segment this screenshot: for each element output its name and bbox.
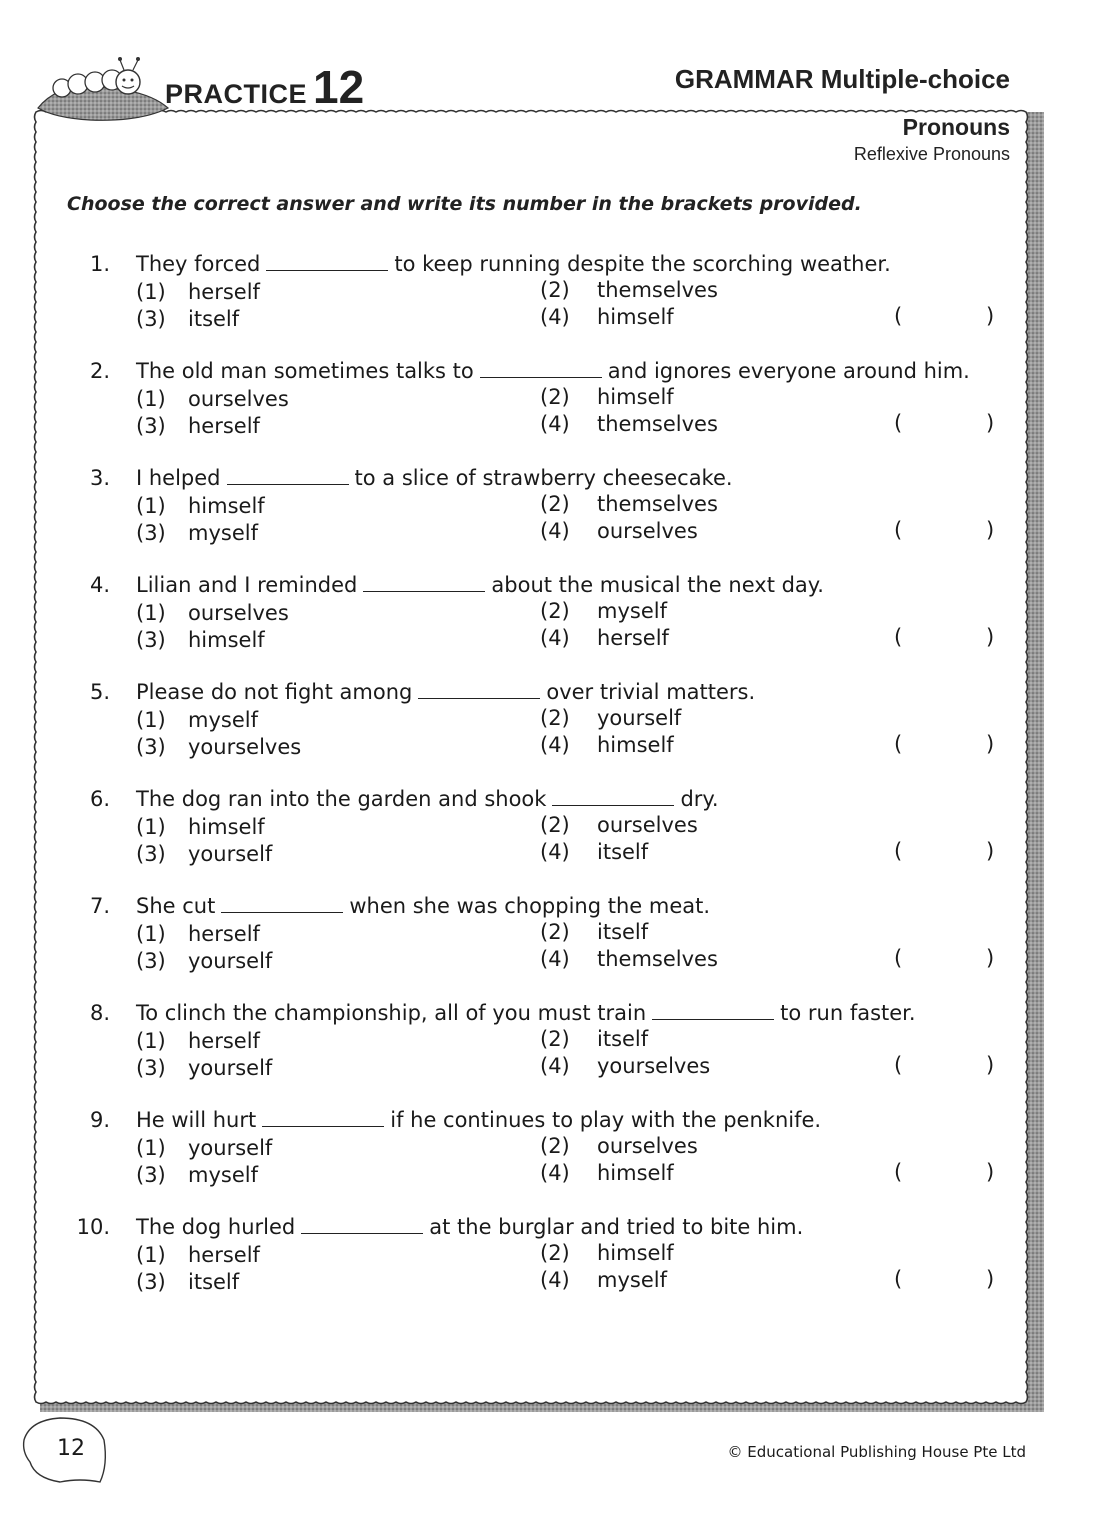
option-text: herself xyxy=(188,922,260,946)
question-item xyxy=(0,252,1104,352)
option-3 xyxy=(136,521,258,545)
option-4 xyxy=(540,412,718,436)
option-number: (1) xyxy=(136,922,166,946)
option-number: (4) xyxy=(540,733,570,757)
option-number: (3) xyxy=(136,1163,166,1187)
answer-bracket-open[interactable]: ( xyxy=(894,732,903,756)
question-stem xyxy=(136,680,755,704)
option-3 xyxy=(136,842,272,866)
option-text: itself xyxy=(597,1027,649,1051)
option-4 xyxy=(540,519,698,543)
option-text: yourself xyxy=(597,706,682,730)
answer-bracket-open[interactable]: ( xyxy=(894,625,903,649)
question-stem xyxy=(136,1215,803,1239)
option-2 xyxy=(540,492,718,516)
option-number: (1) xyxy=(136,708,166,732)
practice-label: PRACTICE xyxy=(165,79,308,109)
answer-blank xyxy=(552,787,674,806)
answer-blank xyxy=(227,466,349,485)
answer-bracket-open[interactable]: ( xyxy=(894,1160,903,1184)
answer-bracket-close[interactable]: ) xyxy=(986,304,995,328)
option-3 xyxy=(136,414,260,438)
caterpillar-icon xyxy=(38,57,168,120)
option-number: (4) xyxy=(540,412,570,436)
stem-before: The dog ran into the garden and shook xyxy=(136,787,547,811)
practice-number: 12 xyxy=(313,61,365,113)
option-1 xyxy=(136,1243,260,1267)
option-number: (4) xyxy=(540,1054,570,1078)
answer-bracket-open[interactable]: ( xyxy=(894,1053,903,1077)
option-number: (1) xyxy=(136,387,166,411)
option-text: ourselves xyxy=(188,601,289,625)
answer-bracket-open[interactable]: ( xyxy=(894,411,903,435)
option-text: herself xyxy=(188,1029,260,1053)
stem-before: The old man sometimes talks to xyxy=(136,359,474,383)
option-text: himself xyxy=(188,494,265,518)
option-text: itself xyxy=(597,920,649,944)
question-stem xyxy=(136,466,733,490)
option-text: itself xyxy=(597,840,649,864)
stem-before: Lilian and I reminded xyxy=(136,573,358,597)
option-1 xyxy=(136,601,289,625)
option-number: (1) xyxy=(136,1243,166,1267)
answer-blank xyxy=(221,894,343,913)
answer-blank xyxy=(652,1001,774,1020)
option-1 xyxy=(136,708,258,732)
question-item xyxy=(0,787,1104,887)
option-text: themselves xyxy=(597,278,718,302)
stem-after: to keep running despite the scorching weather. xyxy=(394,252,891,276)
stem-after: over trivial matters. xyxy=(546,680,756,704)
option-2 xyxy=(540,920,648,944)
answer-bracket-open[interactable]: ( xyxy=(894,1267,903,1291)
stem-after: about the musical the next day. xyxy=(491,573,824,597)
option-4 xyxy=(540,733,674,757)
option-4 xyxy=(540,947,718,971)
option-number: (4) xyxy=(540,1268,570,1292)
option-number: (1) xyxy=(136,1029,166,1053)
option-number: (3) xyxy=(136,414,166,438)
option-number: (1) xyxy=(136,494,166,518)
stem-before: She cut xyxy=(136,894,216,918)
option-3 xyxy=(136,735,301,759)
answer-blank xyxy=(363,573,485,592)
question-number: 10. xyxy=(76,1215,110,1239)
question-number: 7. xyxy=(89,894,110,918)
option-text: himself xyxy=(597,733,674,757)
question-number: 9. xyxy=(89,1108,110,1132)
option-number: (3) xyxy=(136,1270,166,1294)
option-4 xyxy=(540,1268,667,1292)
option-3 xyxy=(136,949,272,973)
option-text: himself xyxy=(597,385,674,409)
option-number: (2) xyxy=(540,1241,570,1265)
option-number: (1) xyxy=(136,601,166,625)
question-number: 1. xyxy=(89,252,110,276)
option-number: (4) xyxy=(540,305,570,329)
option-text: himself xyxy=(597,305,674,329)
copyright-text: © Educational Publishing House Pte Ltd xyxy=(727,1443,1026,1461)
option-text: ourselves xyxy=(597,519,698,543)
question-item xyxy=(0,1215,1104,1315)
option-text: itself xyxy=(188,307,240,331)
section-rest: Multiple-choice xyxy=(820,64,1010,94)
option-number: (3) xyxy=(136,735,166,759)
question-stem xyxy=(136,252,891,276)
question-number: 3. xyxy=(89,466,110,490)
option-number: (3) xyxy=(136,1056,166,1080)
option-3 xyxy=(136,1163,258,1187)
question-item xyxy=(0,1001,1104,1101)
option-text: yourself xyxy=(188,949,273,973)
section-heading xyxy=(675,64,1010,95)
answer-bracket-close[interactable]: ) xyxy=(986,625,995,649)
answer-bracket-open[interactable]: ( xyxy=(894,518,903,542)
option-1 xyxy=(136,1136,272,1160)
option-text: itself xyxy=(188,1270,240,1294)
practice-heading xyxy=(165,60,364,114)
option-text: myself xyxy=(188,708,258,732)
question-item xyxy=(0,1108,1104,1208)
option-number: (4) xyxy=(540,947,570,971)
option-text: yourselves xyxy=(597,1054,711,1078)
option-number: (4) xyxy=(540,840,570,864)
option-text: ourselves xyxy=(597,1134,698,1158)
option-text: himself xyxy=(597,1241,674,1265)
option-number: (2) xyxy=(540,1134,570,1158)
option-4 xyxy=(540,305,674,329)
option-text: ourselves xyxy=(597,813,698,837)
answer-bracket-close[interactable]: ) xyxy=(986,1160,995,1184)
answer-bracket-close[interactable]: ) xyxy=(986,411,995,435)
option-number: (2) xyxy=(540,278,570,302)
option-text: yourself xyxy=(188,842,273,866)
option-4 xyxy=(540,840,648,864)
question-item xyxy=(0,466,1104,566)
option-text: themselves xyxy=(597,947,718,971)
answer-blank xyxy=(301,1215,423,1234)
question-number: 5. xyxy=(89,680,110,704)
answer-bracket-open[interactable]: ( xyxy=(894,946,903,970)
option-1 xyxy=(136,387,289,411)
stem-before: The dog hurled xyxy=(136,1215,296,1239)
option-number: (2) xyxy=(540,1027,570,1051)
option-2 xyxy=(540,278,718,302)
option-number: (4) xyxy=(540,626,570,650)
stem-after: dry. xyxy=(680,787,719,811)
option-text: himself xyxy=(188,628,265,652)
option-2 xyxy=(540,1027,648,1051)
topic-title: Pronouns xyxy=(902,114,1010,140)
option-number: (3) xyxy=(136,842,166,866)
option-number: (3) xyxy=(136,307,166,331)
option-number: (1) xyxy=(136,1136,166,1160)
option-number: (3) xyxy=(136,521,166,545)
option-text: myself xyxy=(597,599,667,623)
stem-before: They forced xyxy=(136,252,261,276)
answer-blank xyxy=(480,359,602,378)
question-stem xyxy=(136,573,824,597)
option-text: herself xyxy=(188,414,260,438)
option-text: himself xyxy=(188,815,265,839)
stem-after: at the burglar and tried to bite him. xyxy=(429,1215,804,1239)
question-number: 4. xyxy=(89,573,110,597)
question-stem xyxy=(136,894,710,918)
option-2 xyxy=(540,385,674,409)
page-number: 12 xyxy=(57,1436,85,1461)
option-4 xyxy=(540,626,669,650)
option-1 xyxy=(136,280,260,304)
question-stem xyxy=(136,1108,821,1132)
option-4 xyxy=(540,1161,674,1185)
answer-blank xyxy=(418,680,540,699)
question-number: 8. xyxy=(89,1001,110,1025)
option-number: (2) xyxy=(540,813,570,837)
option-2 xyxy=(540,599,667,623)
option-number: (2) xyxy=(540,599,570,623)
option-number: (4) xyxy=(540,519,570,543)
option-text: themselves xyxy=(597,492,718,516)
option-3 xyxy=(136,307,239,331)
stem-after: to a slice of strawberry cheesecake. xyxy=(354,466,733,490)
option-number: (3) xyxy=(136,949,166,973)
option-number: (2) xyxy=(540,706,570,730)
question-stem xyxy=(136,1001,916,1025)
answer-bracket-close[interactable]: ) xyxy=(986,732,995,756)
subtopic-title: Reflexive Pronouns xyxy=(853,144,1010,164)
option-2 xyxy=(540,1134,698,1158)
option-text: myself xyxy=(188,521,258,545)
option-1 xyxy=(136,815,265,839)
question-stem xyxy=(136,787,719,811)
instruction-text: Choose the correct answer and write its number in the brackets provided. xyxy=(67,193,862,215)
option-text: yourself xyxy=(188,1136,273,1160)
answer-bracket-close[interactable]: ) xyxy=(986,1053,995,1077)
option-number: (1) xyxy=(136,815,166,839)
stem-after: when she was chopping the meat. xyxy=(349,894,711,918)
stem-before: I helped xyxy=(136,466,221,490)
answer-bracket-open[interactable]: ( xyxy=(894,304,903,328)
question-number: 2. xyxy=(89,359,110,383)
option-2 xyxy=(540,813,698,837)
question-item xyxy=(0,573,1104,673)
option-3 xyxy=(136,1056,272,1080)
option-text: myself xyxy=(188,1163,258,1187)
option-text: yourself xyxy=(188,1056,273,1080)
option-text: ourselves xyxy=(188,387,289,411)
stem-before: He will hurt xyxy=(136,1108,257,1132)
answer-bracket-close[interactable]: ) xyxy=(986,839,995,863)
option-1 xyxy=(136,494,265,518)
option-number: (1) xyxy=(136,280,166,304)
option-text: themselves xyxy=(597,412,718,436)
question-item xyxy=(0,359,1104,459)
stem-before: Please do not fight among xyxy=(136,680,413,704)
option-number: (2) xyxy=(540,920,570,944)
option-text: myself xyxy=(597,1268,667,1292)
stem-after: to run faster. xyxy=(780,1001,916,1025)
option-text: herself xyxy=(597,626,669,650)
answer-bracket-close[interactable]: ) xyxy=(986,518,995,542)
question-item xyxy=(0,680,1104,780)
section-bold: GRAMMAR xyxy=(674,64,814,94)
option-number: (4) xyxy=(540,1161,570,1185)
question-item xyxy=(0,894,1104,994)
option-3 xyxy=(136,1270,239,1294)
question-stem xyxy=(136,359,970,383)
option-text: yourselves xyxy=(188,735,302,759)
topic-block xyxy=(854,114,1010,165)
option-number: (3) xyxy=(136,628,166,652)
option-2 xyxy=(540,706,681,730)
stem-after: if he continues to play with the penknife. xyxy=(390,1108,822,1132)
option-4 xyxy=(540,1054,710,1078)
answer-bracket-open[interactable]: ( xyxy=(894,839,903,863)
option-2 xyxy=(540,1241,674,1265)
option-number: (2) xyxy=(540,385,570,409)
answer-bracket-close[interactable]: ) xyxy=(986,946,995,970)
option-1 xyxy=(136,1029,260,1053)
option-text: himself xyxy=(597,1161,674,1185)
option-1 xyxy=(136,922,260,946)
option-text: herself xyxy=(188,1243,260,1267)
stem-before: To clinch the championship, all of you must train xyxy=(136,1001,647,1025)
stem-after: and ignores everyone around him. xyxy=(607,359,970,383)
option-3 xyxy=(136,628,265,652)
answer-bracket-close[interactable]: ) xyxy=(986,1267,995,1291)
option-number: (2) xyxy=(540,492,570,516)
answer-blank xyxy=(262,1108,384,1127)
answer-blank xyxy=(266,252,388,271)
question-number: 6. xyxy=(89,787,110,811)
option-text: herself xyxy=(188,280,260,304)
